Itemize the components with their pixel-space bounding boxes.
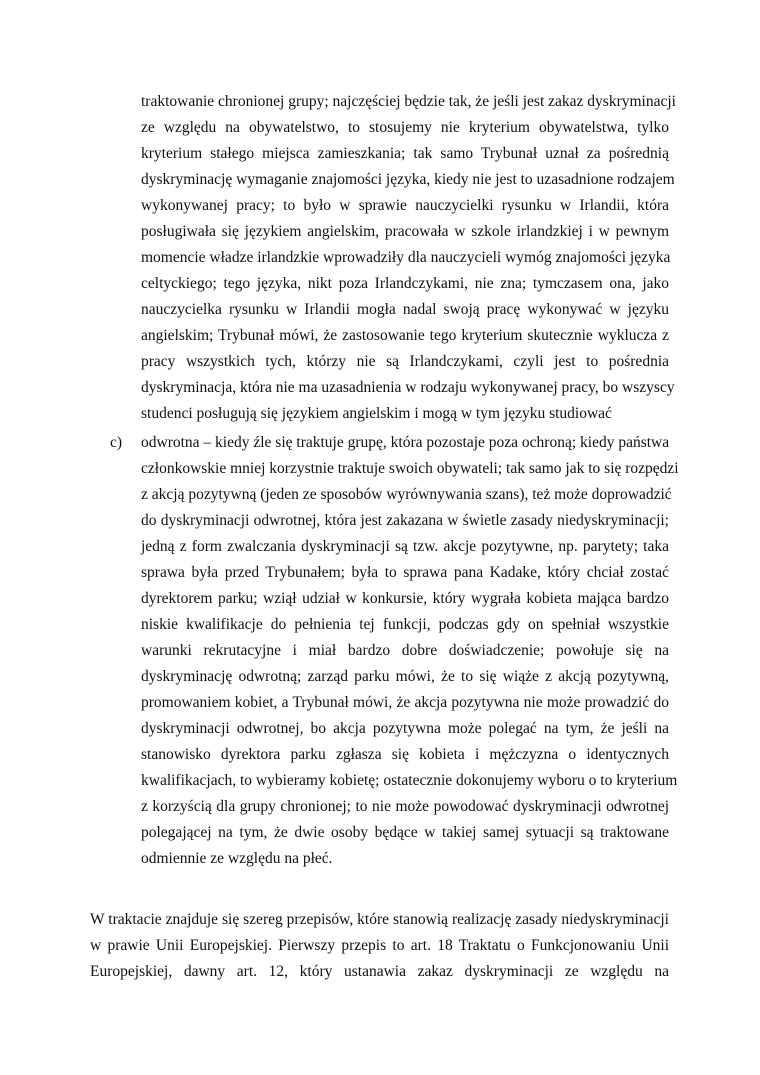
text-line: z korzyścią dla grupy chronionej; to nie może powodować dyskryminacji odwrotnej: [141, 798, 669, 815]
text-line: Europejskiej, dawny art. 12, który ustanawia zakaz dyskryminacji ze względu na: [90, 963, 669, 980]
text-line: angielskim; Trybunał mówi, że zastosowanie tego kryterium skutecznie wyklucza z: [141, 327, 669, 344]
text-line: do dyskryminacji odwrotnej, która jest zakazana w świetle zasady niedyskryminacji;: [141, 512, 669, 529]
text-line: dyskryminację odwrotną; zarząd parku mówi, że to się wiąże z akcją pozytywną,: [141, 668, 669, 685]
text-line: odmiennie ze względu na płeć.: [141, 850, 333, 867]
text-line: kryterium stałego miejsca zamieszkania; tak samo Trybunał uznał za pośrednią: [141, 145, 669, 162]
text-line: członkowskie mniej korzystnie traktuje swoich obywateli; tak samo jak to się rozpędzi: [141, 460, 679, 477]
text-line: momencie władze irlandzkie wprowadziły dla nauczycieli wymóg znajomości języka: [141, 249, 671, 266]
text-line: kwalifikacjach, to wybieramy kobietę; ostatecznie dokonujemy wyboru o to kryterium: [141, 772, 678, 789]
text-line: z akcją pozytywną (jeden ze sposobów wyrównywania szans), też może doprowadzić: [141, 486, 672, 503]
text-line: traktowanie chronionej grupy; najczęściej będzie tak, że jeśli jest zakaz dyskryminacji: [141, 93, 676, 110]
text-line: odwrotna – kiedy źle się traktuje grupę, która pozostaje poza ochroną; kiedy państwa: [141, 434, 670, 451]
text-line: posługiwała się językiem angielskim, pracowała w szkole irlandzkiej i w pewnym: [141, 223, 669, 240]
text-line: ze względu na obywatelstwo, to stosujemy nie kryterium obywatelstwa, tylko: [141, 119, 669, 136]
text-line: nauczycielka rysunku w Irlandii mogła nadal swoją pracę wykonywać w języku: [141, 301, 669, 318]
text-line: warunki rekrutacyjne i miał bardzo dobre doświadczenie; powołuje się na: [141, 642, 669, 659]
text-line: promowaniem kobiet, a Trybunał mówi, że akcja pozytywna nie może prowadzić do: [141, 694, 669, 711]
text-line: pracy wszystkich tych, którzy nie są Irlandczykami, czyli jest to pośrednia: [141, 353, 669, 370]
text-line: dyskryminacji odwrotnej, bo akcja pozytywna może polegać na tym, że jeśli na: [141, 720, 669, 737]
text-line: w prawie Unii Europejskiej. Pierwszy przepis to art. 18 Traktatu o Funkcjonowaniu Unii: [90, 937, 669, 954]
text-line: wykonywanej pracy; to było w sprawie nauczycielki rysunku w Irlandii, która: [141, 197, 669, 214]
text-line: dyskryminacja, która nie ma uzasadnienia w rodzaju wykonywanej pracy, bo wszyscy: [141, 379, 675, 396]
text-line: stanowisko dyrektora parku zgłasza się kobieta i mężczyzna o identycznych: [141, 746, 669, 763]
text-line: W traktacie znajduje się szereg przepisów, które stanowią realizację zasady niedyskryminacji: [90, 911, 669, 928]
text-line: niskie kwalifikacje do pełnienia tej funkcji, podczas gdy on spełniał wszystkie: [141, 616, 669, 633]
text-line: sprawa była przed Trybunałem; była to sprawa pana Kadake, który chciał zostać: [141, 564, 669, 581]
text-line: celtyckiego; tego języka, nikt poza Irlandczykami, nie zna; tymczasem ona, jako: [141, 275, 669, 292]
text-line: dyskryminację wymaganie znajomości języka, kiedy nie jest to uzasadnione rodzajem: [141, 171, 675, 188]
text-line: dyrektorem parku; wziął udział w konkursie, który wygrała kobieta mająca bardzo: [141, 590, 669, 607]
text-line: polegającej na tym, że dwie osoby będące w takiej samej sytuacji są traktowane: [141, 824, 669, 841]
text-line: jedną z form zwalczania dyskryminacji są tzw. akcje pozytywne, np. parytety; taka: [141, 538, 669, 555]
list-marker: c): [110, 434, 123, 451]
text-line: studenci posługują się językiem angielskim i mogą w tym języku studiować: [141, 405, 612, 422]
